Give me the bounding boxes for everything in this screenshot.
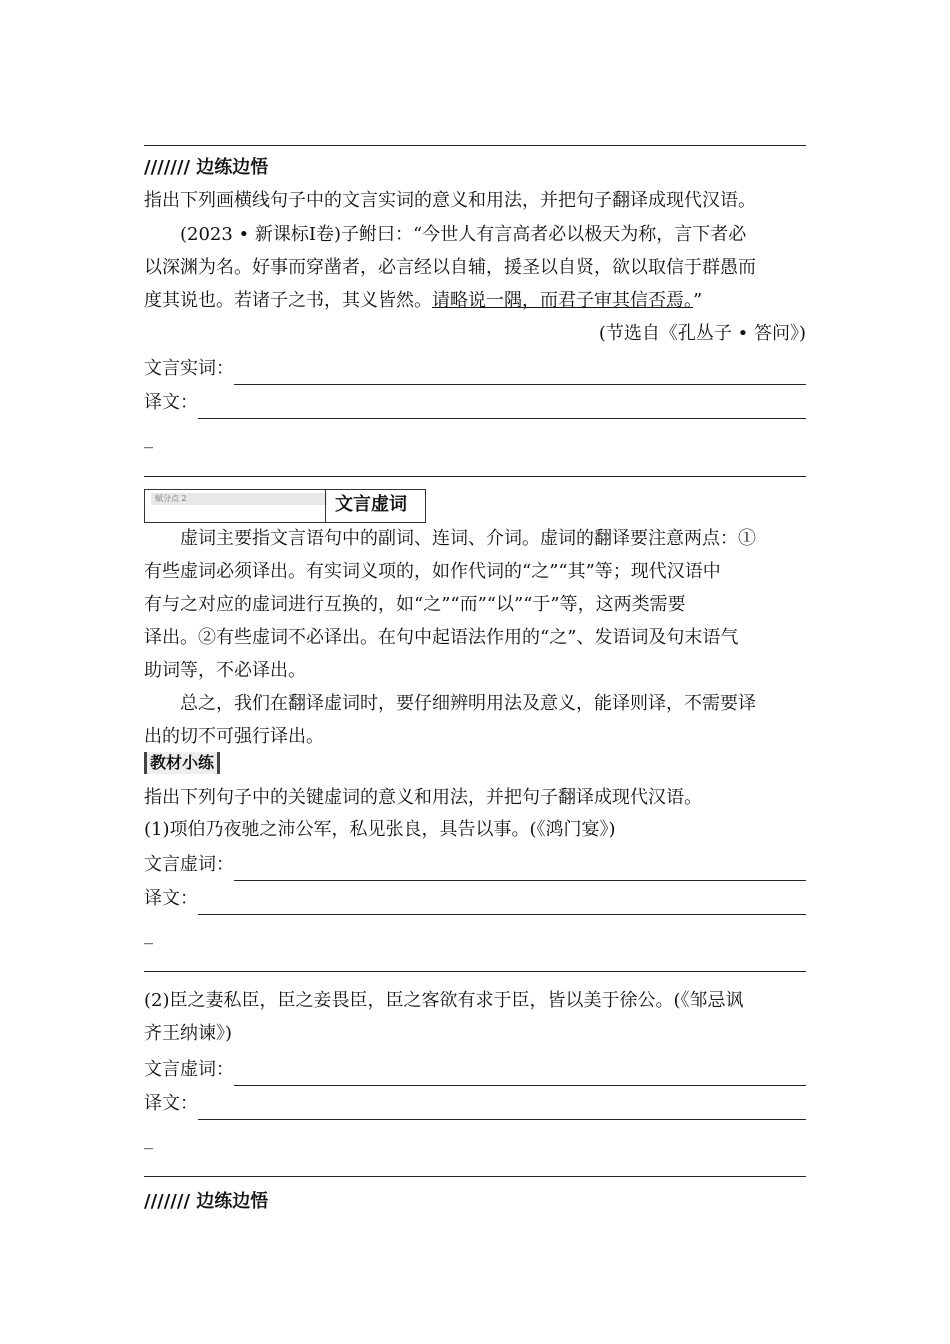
practice-label-text: 教材小练 xyxy=(144,752,220,774)
section-divider xyxy=(325,490,326,522)
answer-field-word-2[interactable] xyxy=(144,848,806,881)
answer-blank[interactable] xyxy=(234,858,806,881)
practice-header-1: /////// 边练边悟 xyxy=(144,157,269,178)
answer-blank[interactable] xyxy=(198,396,806,419)
answer-blank[interactable] xyxy=(198,1097,806,1120)
underlined-sentence: 请略说一隅，而君子审其信否焉。 xyxy=(432,290,693,311)
passage-line-3-start: 度其说也。若诸子之书，其义皆然。 xyxy=(144,290,432,311)
practice-label xyxy=(144,752,220,774)
question-2-line-1: (2)臣之妻私臣，臣之妾畏臣，臣之客欲有求于臣，皆以美于徐公。(《邹忌讽 xyxy=(144,990,744,1011)
para1-line-3: 有与之对应的虚词进行互换的，如“之”“而”“以”“于”等，这两类需要 xyxy=(144,594,686,615)
top-rule xyxy=(144,145,806,146)
passage-line-1: (2023 • 新课标Ⅰ卷)子鲋曰：“今世人有言高者必以极天为称，言下者必 xyxy=(180,224,747,245)
para2-line-1: 总之，我们在翻译虚词时，要仔细辨明用法及意义，能译则译，不需要译 xyxy=(180,693,756,714)
section-header-box xyxy=(144,489,426,523)
section-title: 文言虚词 xyxy=(335,494,407,515)
passage-line-3 xyxy=(144,284,702,317)
answer-blank[interactable] xyxy=(234,362,806,385)
para1-line-5: 助词等，不必译出。 xyxy=(144,660,306,681)
field-label-translation: 译文： xyxy=(144,392,198,413)
answer-field-translation-2[interactable] xyxy=(144,882,806,915)
answer-rule xyxy=(144,476,806,477)
passage-line-3-end: ” xyxy=(693,290,703,311)
question-2-line-2: 齐王纳谏》) xyxy=(144,1023,233,1044)
question-1: (1)项伯乃夜驰之沛公军，私见张良，具告以事。(《鸿门宴》) xyxy=(144,819,616,840)
instruction-2: 指出下列句子中的关键虚词的意义和用法，并把句子翻译成现代汉语。 xyxy=(144,787,702,808)
answer-rule xyxy=(144,971,806,972)
section-tag: 赋分点 2 xyxy=(151,493,327,505)
dash-mark: _ xyxy=(144,428,153,449)
answer-field-translation-3[interactable] xyxy=(144,1087,806,1120)
dash-mark: _ xyxy=(144,924,153,945)
answer-field-word-1[interactable] xyxy=(144,352,806,385)
field-label-word: 文言实词： xyxy=(144,358,234,379)
answer-field-translation-1[interactable] xyxy=(144,386,806,419)
para2-line-2: 出的切不可强行译出。 xyxy=(144,726,324,747)
field-label-word: 文言虚词： xyxy=(144,1059,234,1080)
answer-blank[interactable] xyxy=(234,1063,806,1086)
answer-blank[interactable] xyxy=(198,892,806,915)
answer-field-word-3[interactable] xyxy=(144,1053,806,1086)
source-citation-1: (节选自《孔丛子 • 答问》) xyxy=(598,323,806,344)
field-label-translation: 译文： xyxy=(144,888,198,909)
field-label-word: 文言虚词： xyxy=(144,854,234,875)
para1-line-4: 译出。②有些虚词不必译出。在句中起语法作用的“之”、发语词及句末语气 xyxy=(144,627,739,648)
para1-line-2: 有些虚词必须译出。有实词义项的，如作代词的“之”“其”等；现代汉语中 xyxy=(144,561,721,582)
passage-line-2: 以深渊为名。好事而穿凿者，必言经以自辅，援圣以自贤，欲以取信于群愚而 xyxy=(144,257,756,278)
dash-mark: _ xyxy=(144,1129,153,1150)
para1-line-1: 虚词主要指文言语句中的副词、连词、介词。虚词的翻译要注意两点：① xyxy=(180,528,756,549)
answer-rule xyxy=(144,1176,806,1177)
field-label-translation: 译文： xyxy=(144,1093,198,1114)
practice-header-2: /////// 边练边悟 xyxy=(144,1191,269,1212)
instruction-1: 指出下列画横线句子中的文言实词的意义和用法，并把句子翻译成现代汉语。 xyxy=(144,190,756,211)
